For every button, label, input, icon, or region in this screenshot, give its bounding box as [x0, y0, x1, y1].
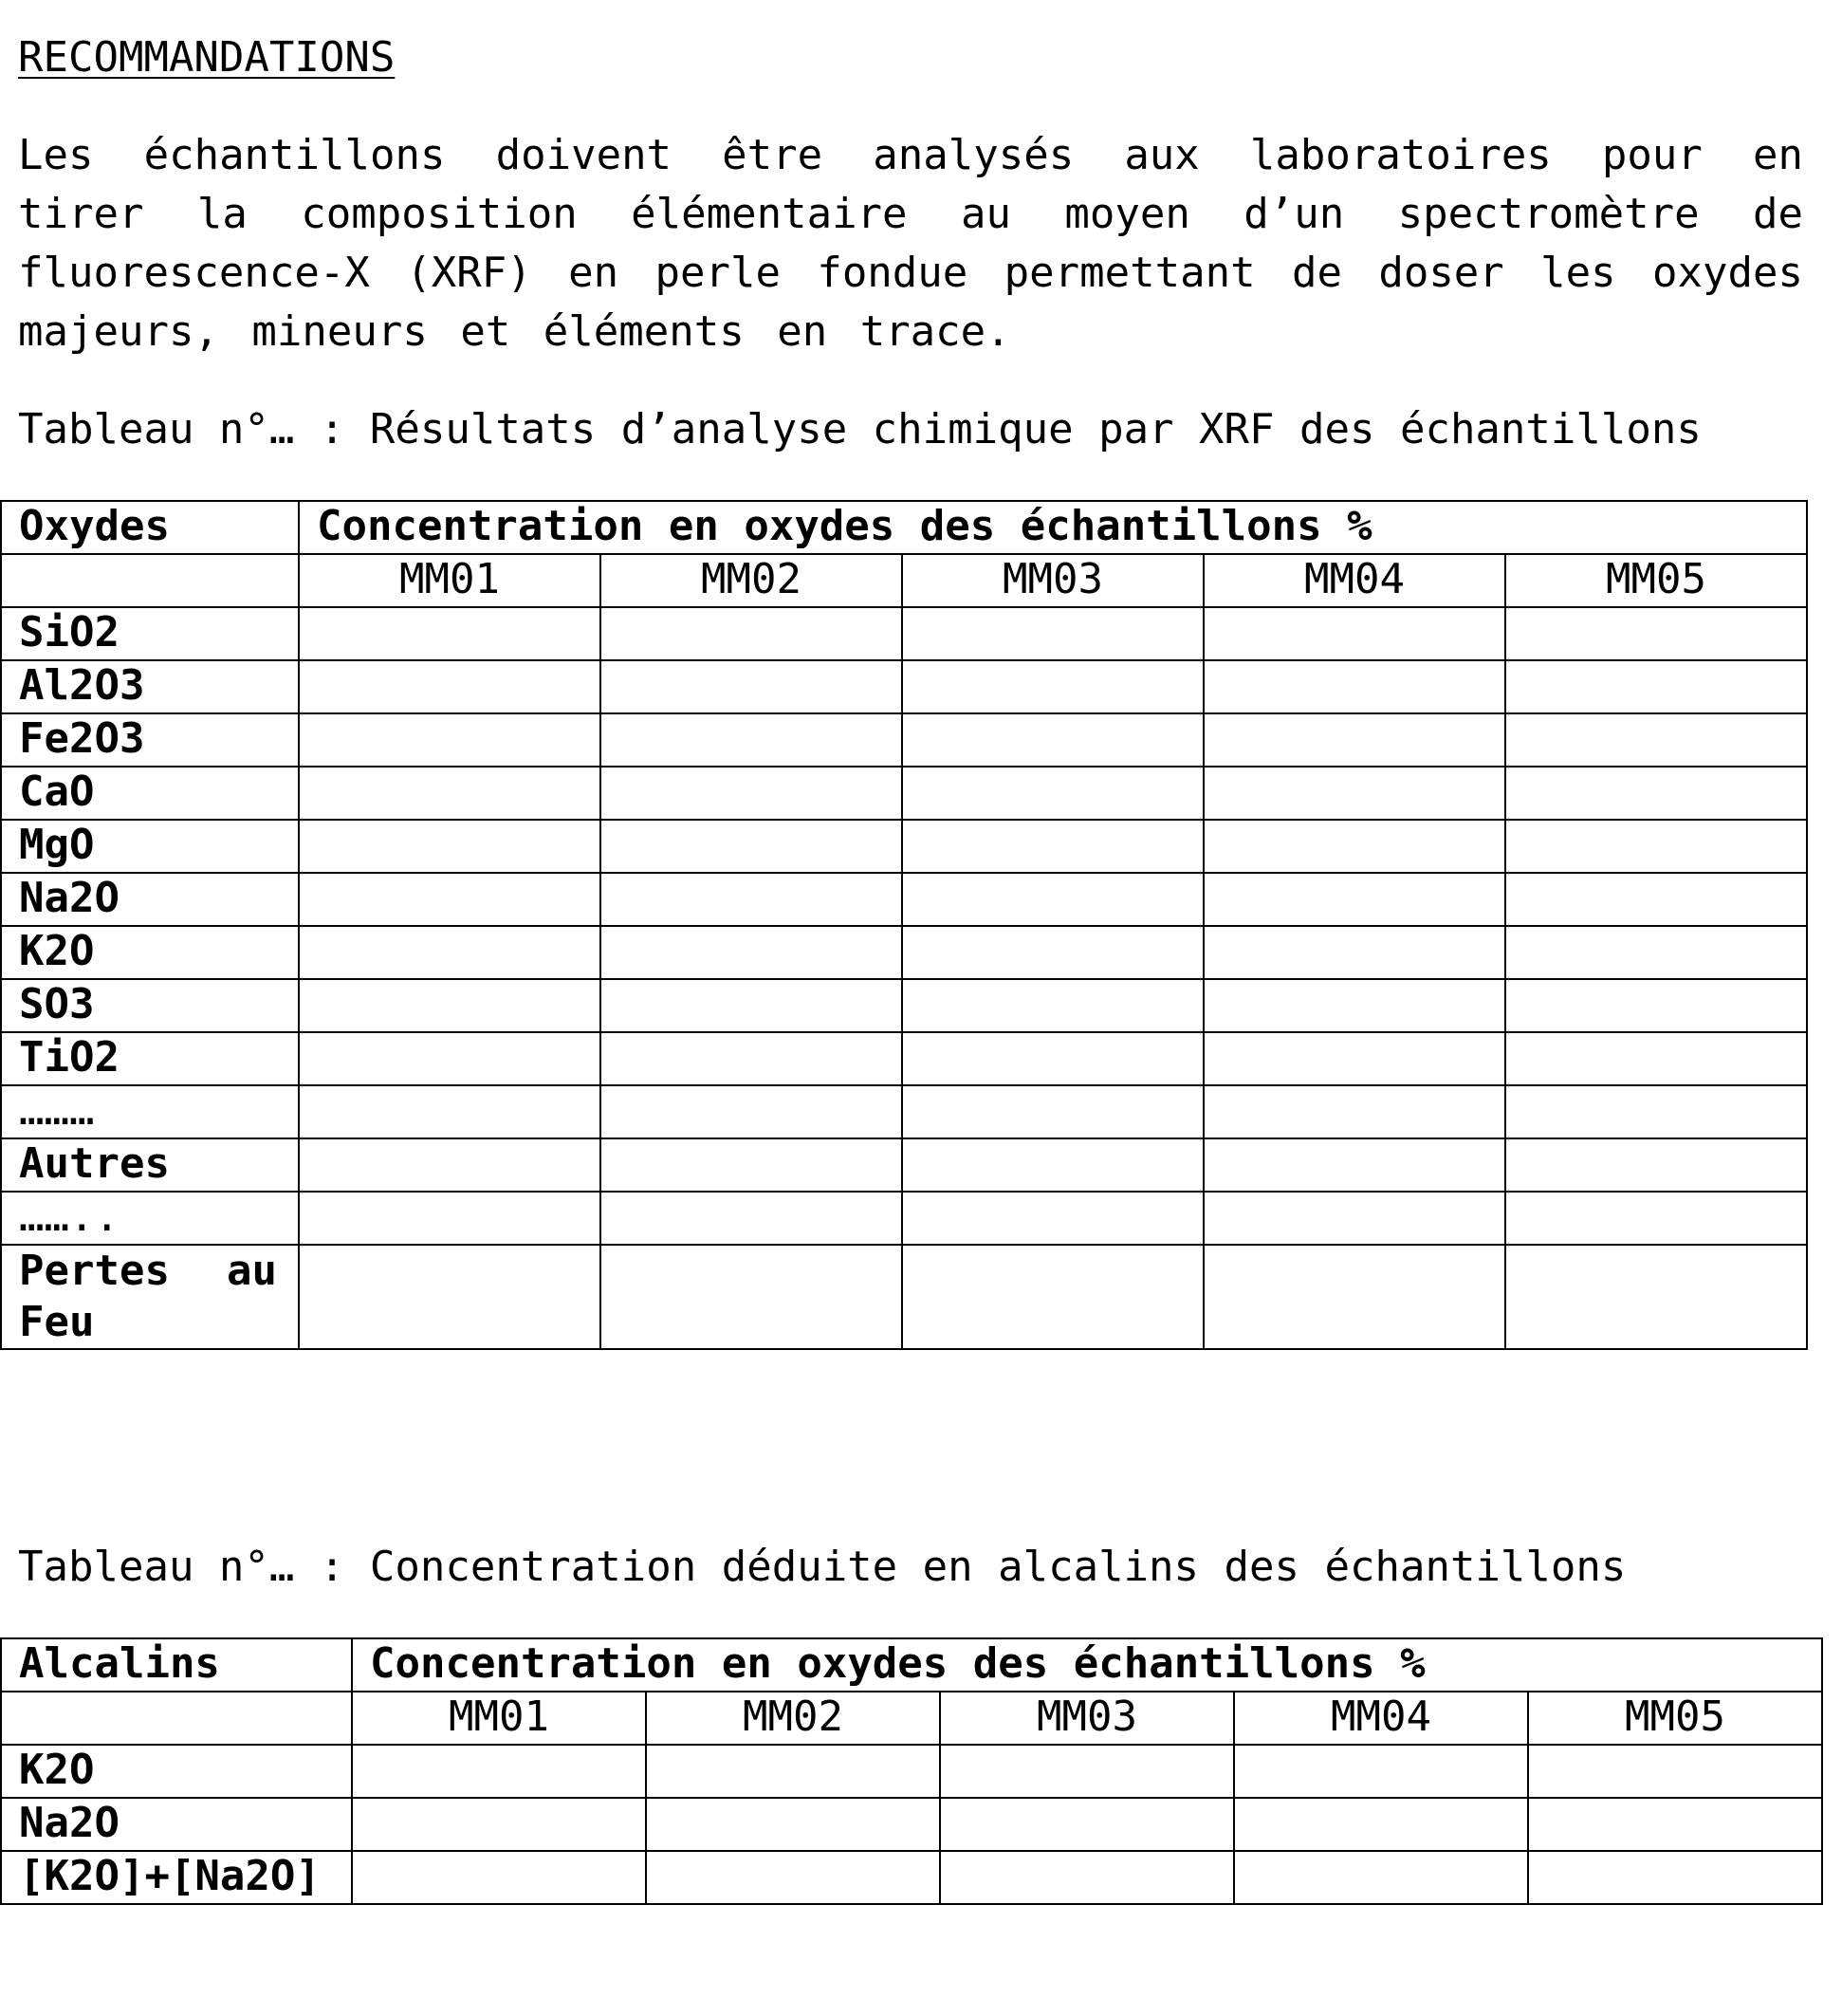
xrf-results-table: [0, 500, 1808, 1350]
oxide-label: K2O: [1, 926, 299, 979]
oxide-label: ……..: [1, 1192, 299, 1245]
value-cell: [1204, 1245, 1505, 1349]
column-header: MM04: [1204, 554, 1505, 607]
value-cell: [600, 926, 902, 979]
oxide-label: Na2O: [1, 873, 299, 926]
value-cell: [902, 1032, 1204, 1085]
column-header: MM01: [352, 1692, 646, 1745]
value-cell: [299, 820, 600, 873]
value-cell: [1204, 820, 1505, 873]
value-cell: [352, 1851, 646, 1904]
value-cell: [600, 660, 902, 713]
value-cell: [600, 767, 902, 820]
table-row: [1, 979, 1807, 1032]
value-cell: [1505, 926, 1807, 979]
value-cell: [940, 1745, 1234, 1798]
value-cell: [1505, 713, 1807, 767]
value-cell: [902, 873, 1204, 926]
value-cell: [1234, 1745, 1528, 1798]
value-cell: [600, 1245, 902, 1349]
oxide-label: CaO: [1, 767, 299, 820]
value-cell: [600, 1032, 902, 1085]
value-cell: [1505, 1032, 1807, 1085]
table-row: [1, 820, 1807, 873]
value-cell: [902, 767, 1204, 820]
table-row: [1, 767, 1807, 820]
value-cell: [1505, 607, 1807, 660]
value-cell: [940, 1851, 1234, 1904]
table1-caption: Tableau n°… : Résultats d’analyse chimique par XRF des échantillons: [18, 405, 1702, 453]
value-cell: [1505, 1192, 1807, 1245]
value-cell: [1204, 1192, 1505, 1245]
table2-caption: Tableau n°… : Concentration déduite en alcalins des échantillons: [18, 1543, 1627, 1591]
value-cell: [1204, 1085, 1505, 1138]
value-cell: [600, 713, 902, 767]
value-cell: [600, 1085, 902, 1138]
column-header: MM02: [600, 554, 902, 607]
column-header: MM03: [902, 554, 1204, 607]
table-row: [1, 1192, 1807, 1245]
value-cell: [1204, 713, 1505, 767]
alkali-label: [K2O]+[Na2O]: [1, 1851, 352, 1904]
oxide-label: SO3: [1, 979, 299, 1032]
value-cell: [299, 1192, 600, 1245]
value-cell: [902, 713, 1204, 767]
corner-label: Alcalins: [1, 1638, 352, 1692]
value-cell: [902, 660, 1204, 713]
table-row: [1, 1138, 1807, 1192]
value-cell: [1505, 660, 1807, 713]
table-header-row: [1, 1638, 1822, 1692]
value-cell: [1204, 1138, 1505, 1192]
value-cell: [1204, 1032, 1505, 1085]
column-header: MM03: [940, 1692, 1234, 1745]
value-cell: [299, 873, 600, 926]
value-cell: [352, 1745, 646, 1798]
oxide-label-loss-on-ignition: [1, 1245, 299, 1349]
value-cell: [299, 979, 600, 1032]
value-cell: [646, 1798, 940, 1851]
value-cell: [646, 1745, 940, 1798]
table-header-row: [1, 501, 1807, 554]
value-cell: [299, 926, 600, 979]
table-row: [1, 713, 1807, 767]
value-cell: [1505, 1138, 1807, 1192]
value-cell: [1528, 1798, 1822, 1851]
empty-cell: [1, 1692, 352, 1745]
value-cell: [1234, 1798, 1528, 1851]
table-row: [1, 1745, 1822, 1798]
oxide-label: Autres: [1, 1138, 299, 1192]
value-cell: [902, 1138, 1204, 1192]
group-header: Concentration en oxydes des échantillons %: [352, 1638, 1822, 1692]
value-cell: [902, 1085, 1204, 1138]
value-cell: [1204, 660, 1505, 713]
value-cell: [646, 1851, 940, 1904]
value-cell: [902, 1245, 1204, 1349]
column-header: MM02: [646, 1692, 940, 1745]
column-header: MM05: [1505, 554, 1807, 607]
value-cell: [1528, 1851, 1822, 1904]
value-cell: [1204, 926, 1505, 979]
section-heading: RECOMMANDATIONS: [18, 33, 396, 82]
value-cell: [902, 1192, 1204, 1245]
value-cell: [902, 926, 1204, 979]
value-cell: [352, 1798, 646, 1851]
column-header: MM01: [299, 554, 600, 607]
value-cell: [299, 607, 600, 660]
value-cell: [1204, 873, 1505, 926]
oxide-label: Fe2O3: [1, 713, 299, 767]
recommendation-paragraph: Les échantillons doivent être analysés aux laboratoires pour en tirer la composition élémentaire au moyen d’un spectromètre de fluorescence-X (XRF) en perle fondue permettant de doser les oxydes majeurs, mineurs et éléments en trace.: [18, 131, 1803, 356]
value-cell: [902, 979, 1204, 1032]
loss-label-line1: Pertes au: [19, 1247, 277, 1295]
corner-label: Oxydes: [1, 501, 299, 554]
table-row: [1, 660, 1807, 713]
value-cell: [1505, 1085, 1807, 1138]
value-cell: [1505, 1245, 1807, 1349]
value-cell: [600, 820, 902, 873]
value-cell: [600, 979, 902, 1032]
table-row: [1, 1085, 1807, 1138]
value-cell: [600, 607, 902, 660]
value-cell: [1505, 873, 1807, 926]
value-cell: [299, 1032, 600, 1085]
value-cell: [299, 1138, 600, 1192]
alkali-label: K2O: [1, 1745, 352, 1798]
oxide-label: MgO: [1, 820, 299, 873]
value-cell: [600, 1192, 902, 1245]
oxide-label: TiO2: [1, 1032, 299, 1085]
value-cell: [1528, 1745, 1822, 1798]
value-cell: [940, 1798, 1234, 1851]
table-row: [1, 1245, 1807, 1349]
oxide-label: Al2O3: [1, 660, 299, 713]
value-cell: [1204, 607, 1505, 660]
value-cell: [902, 820, 1204, 873]
table-row: [1, 873, 1807, 926]
table-row: [1, 607, 1807, 660]
alkali-concentration-table: [0, 1637, 1823, 1905]
oxide-label: SiO2: [1, 607, 299, 660]
column-header: MM05: [1528, 1692, 1822, 1745]
value-cell: [1204, 979, 1505, 1032]
table-row: [1, 1798, 1822, 1851]
value-cell: [299, 660, 600, 713]
value-cell: [299, 767, 600, 820]
sample-header-row: [1, 1692, 1822, 1745]
alkali-label: Na2O: [1, 1798, 352, 1851]
value-cell: [299, 1085, 600, 1138]
loss-label-line2: Feu: [19, 1298, 95, 1346]
value-cell: [1234, 1851, 1528, 1904]
sample-header-row: [1, 554, 1807, 607]
oxide-label: ………: [1, 1085, 299, 1138]
table-row: [1, 926, 1807, 979]
empty-cell: [1, 554, 299, 607]
table-row: [1, 1851, 1822, 1904]
value-cell: [299, 1245, 600, 1349]
value-cell: [299, 713, 600, 767]
group-header: Concentration en oxydes des échantillons %: [299, 501, 1807, 554]
table-row: [1, 1032, 1807, 1085]
column-header: MM04: [1234, 1692, 1528, 1745]
value-cell: [902, 607, 1204, 660]
value-cell: [600, 873, 902, 926]
value-cell: [600, 1138, 902, 1192]
value-cell: [1204, 767, 1505, 820]
value-cell: [1505, 820, 1807, 873]
value-cell: [1505, 979, 1807, 1032]
value-cell: [1505, 767, 1807, 820]
